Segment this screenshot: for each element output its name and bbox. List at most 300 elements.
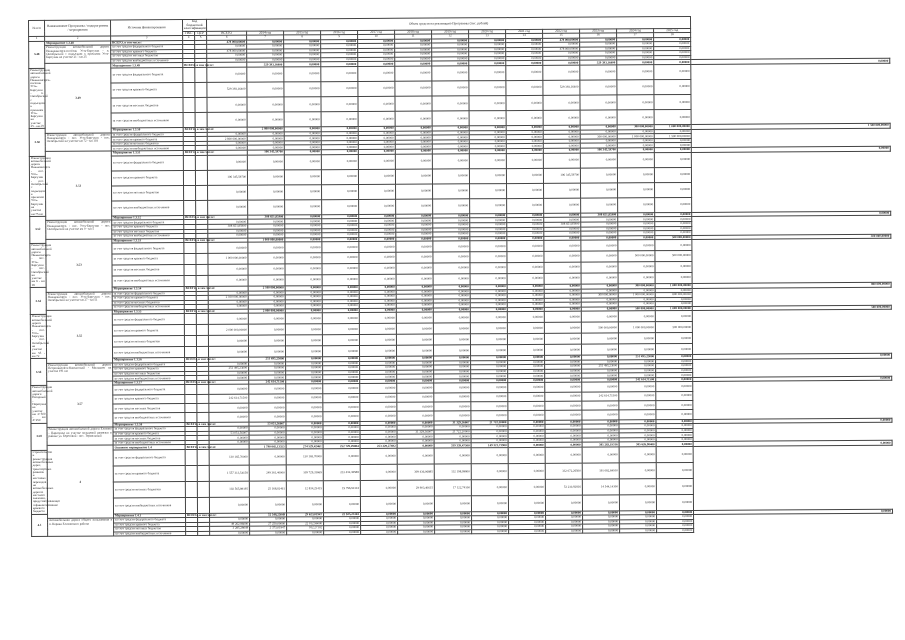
funding-source: за счет средств краевого бюджета: [112, 325, 184, 336]
column-index: 4: [183, 36, 195, 40]
year-value: 0,00000: [617, 37, 654, 42]
year-value: 0,00000: [247, 141, 284, 146]
year-value: 0,00000: [509, 516, 546, 521]
year-value: 800 000,00000: [655, 293, 692, 298]
year-value: 0,00000: [544, 218, 581, 223]
year-value: 0,00000: [435, 530, 472, 535]
year-value: 0,00000: [655, 302, 692, 307]
measure-title: Мероприятие 1.3.58: [113, 422, 185, 427]
year-value: 0,00000: [506, 61, 543, 66]
year-value: 0,00000: [398, 521, 435, 526]
year-value: 0,00000: [249, 384, 286, 394]
year-value: 0,00000: [619, 424, 656, 429]
year-value: 0,00000: [618, 197, 655, 212]
year-value: 0,00000: [359, 241, 396, 252]
funding-source: за счет средств краевого бюджета: [111, 137, 183, 142]
year-value: 0,00000: [618, 273, 655, 284]
row-number: 4.1: [32, 514, 48, 537]
year-value: 0,00000: [360, 435, 397, 440]
measure-title: Мероприятие 1.3.55: [112, 309, 184, 314]
year-value: 0,00000: [580, 51, 617, 56]
year-value: 0,00000: [433, 289, 470, 294]
year-value: 0,00000: [580, 143, 617, 148]
year-value: 0,00000: [508, 369, 545, 374]
total-value: 308 651,85900: [208, 224, 248, 229]
csr-cell: [196, 275, 208, 286]
year-value: 339 339,47500: [434, 443, 471, 448]
year-value: 0,00000: [544, 273, 581, 284]
total-value: 0,00000: [208, 304, 248, 309]
year-value: 500 000,00000: [655, 251, 692, 262]
funding-source: за счет средств федерального бюджета: [114, 518, 186, 523]
year-value: 0,00000: [543, 125, 580, 130]
year-value: 0,00000: [545, 374, 582, 379]
year-value: 0,00000: [581, 217, 618, 222]
total-value: 0,00000: [207, 53, 247, 58]
year-value: 0,00000: [359, 263, 396, 274]
year-value: 309 436,06885: [397, 464, 434, 480]
year-value: 0,00000: [656, 478, 693, 494]
year-value: 0,00000: [284, 154, 321, 169]
year-value: 0,00000: [286, 426, 323, 431]
year-value: 0,00000: [654, 110, 691, 125]
year-value: 0,00000: [286, 431, 323, 436]
year-value: 0,00000: [544, 333, 581, 344]
measure-title: Мероприятие 1.3.48: [45, 41, 111, 46]
year-value: 0,00000: [434, 370, 471, 375]
year-value: 0,00000: [544, 198, 581, 213]
year-value: 0,00000: [396, 274, 433, 285]
year-value: 0,00000: [397, 393, 434, 403]
year-value: 800 000,00000: [692, 282, 891, 288]
year-value: 0,00000: [507, 198, 544, 213]
year-value: 0,00000: [469, 149, 506, 154]
year-value: 0,00000: [433, 303, 470, 308]
year-value: 0,00000: [284, 67, 321, 82]
column-index: 10: [358, 35, 395, 40]
year-value: 0,00000: [433, 285, 470, 290]
funding-source: ВСЕГО, в том числе:: [185, 286, 216, 291]
year-value: 0,00000: [396, 303, 433, 308]
year-value: 0,00000: [285, 242, 322, 253]
year-value: 0,00000: [471, 448, 508, 464]
year-value: 0,00000: [398, 512, 435, 517]
total-value: 0,00000: [210, 531, 250, 536]
header-no: № п/п: [29, 20, 45, 36]
year-value: 0,00000: [654, 167, 691, 182]
year-value: 0,00000: [654, 60, 691, 65]
header-year: 2018 год: [395, 30, 432, 35]
year-value: 0,00000: [322, 228, 359, 233]
total-value: 1 790 045,13353: [249, 444, 286, 449]
year-value: 0,00000: [470, 198, 507, 213]
year-value: 0,00000: [617, 42, 654, 47]
year-value: 0,00000: [617, 167, 654, 182]
year-value: 500 000,00000: [692, 305, 891, 311]
year-value: 0,00000: [506, 111, 543, 126]
year-value: 0,00000: [471, 365, 508, 370]
grbs-cell: [185, 404, 197, 413]
year-value: 0,00000: [324, 526, 361, 531]
funding-source: за счет средств краевого бюджета: [111, 170, 183, 186]
year-value: 308 651,85900: [581, 213, 618, 218]
year-value: 0,00000: [324, 530, 361, 535]
year-value: 0,00000: [434, 439, 471, 444]
year-value: 300 000,00000: [580, 134, 617, 139]
year-value: 478 000,00000: [543, 38, 580, 43]
total-value: 0,00000: [207, 146, 247, 151]
year-value: 1 000 000,00000: [655, 306, 692, 311]
year-value: 0,00000: [471, 383, 508, 393]
year-value: 0,00000: [247, 112, 284, 127]
year-value: 0,00000: [360, 421, 397, 426]
year-value: 0,00000: [507, 227, 544, 232]
year-value: 0,00000: [321, 66, 358, 81]
year-value: 0,00000: [507, 307, 544, 312]
csr-cell: [195, 170, 207, 185]
year-value: 0,00000: [248, 300, 285, 305]
year-value: 0,00000: [582, 360, 619, 365]
year-value: 0,00000: [321, 57, 358, 62]
year-value: 0,00000: [395, 61, 432, 66]
year-value: 233 432,36588: [323, 464, 360, 480]
year-value: 0,00000: [469, 38, 506, 43]
year-value: 0,00000: [284, 112, 321, 127]
table-body: [29, 36, 893, 537]
year-value: 0,00000: [655, 221, 692, 226]
year-value: 0,00000: [620, 515, 657, 520]
year-value: 0,00000: [395, 135, 432, 140]
year-value: 0,00000: [581, 311, 618, 322]
year-value: 0,00000: [655, 212, 692, 217]
year-value: 0,00000: [434, 425, 471, 430]
year-value: 0,00000: [470, 223, 507, 228]
year-value: 0,00000: [432, 135, 469, 140]
year-value: 0,00000: [657, 528, 694, 533]
year-value: 0,00000: [432, 43, 469, 48]
year-value: 0,00000: [286, 380, 323, 385]
year-value: 0,00000: [433, 184, 470, 199]
year-value: 0,00000: [543, 56, 580, 61]
year-value: 0,00000: [546, 511, 583, 516]
year-value: 0,00000: [321, 44, 358, 49]
row-number: 3.54: [30, 287, 46, 314]
grbs-cell: [184, 336, 196, 347]
grbs-cell: [184, 347, 196, 358]
header-code: Код бюджетной классификации: [184, 18, 206, 31]
total-value: 0,00000: [208, 335, 248, 346]
year-value: 0,00000: [506, 95, 543, 110]
year-value: 0,00000: [506, 144, 543, 149]
year-value: 0,00000: [321, 140, 358, 145]
total-value: 1 000 000,00000: [248, 238, 285, 243]
csr-cell: [198, 531, 210, 536]
year-value: 0,00000: [397, 448, 434, 464]
year-value: 385 283,19316: [582, 442, 619, 447]
year-value: 0,00000: [395, 126, 432, 131]
year-value: 0,00000: [358, 48, 395, 53]
column-index: 5: [195, 36, 207, 40]
year-value: 0,00000: [249, 440, 286, 445]
grbs-cell: [184, 325, 196, 336]
year-value: 0,00000: [582, 447, 619, 463]
year-value: 0,00000: [618, 297, 655, 302]
grbs-cell: [183, 83, 195, 98]
funding-source: за счет средств внебюджетных источников: [111, 113, 183, 129]
total-value: 2 100 000,00000: [248, 286, 285, 291]
year-value: 0,00000: [361, 530, 398, 535]
year-value: 0,00000: [582, 355, 619, 360]
year-value: 0,00000: [470, 252, 507, 263]
year-value: 0,00000: [360, 356, 397, 361]
grbs-cell: [185, 394, 197, 403]
header-year: 2019 год: [432, 30, 469, 35]
year-value: 0,00000: [433, 218, 470, 223]
header-year: 2017 год: [358, 30, 395, 35]
year-value: 0,00000: [249, 435, 286, 440]
year-value: 0,00000: [285, 346, 322, 357]
year-value: 0,00000: [397, 411, 434, 421]
year-value: 0,00000: [433, 236, 470, 241]
year-value: 0,00000: [435, 521, 472, 526]
year-value: 0,00000: [469, 81, 506, 96]
year-value: 0,00000: [433, 199, 470, 214]
total-value: 0,00000: [207, 44, 247, 49]
year-value: 0,00000: [359, 184, 396, 199]
year-value: 0,00000: [655, 311, 692, 322]
year-value: 0,00000: [322, 295, 359, 300]
year-value: 0,00000: [432, 149, 469, 154]
year-value: 0,00000: [395, 81, 432, 96]
grbs-cell: [185, 465, 197, 481]
measure-name: Реконструкция автомобильной дороги Нижнеангарск - пос. Усть-Баргузин - пос. Октябрьский на участке км 72 - км 103: [45, 133, 111, 152]
year-value: 0,00000: [544, 307, 581, 312]
year-value: 0,00000: [507, 289, 544, 294]
year-value: 0,00000: [321, 127, 358, 132]
year-value: 21 722,20000: [471, 420, 508, 425]
year-value: 0,00000: [432, 111, 469, 126]
year-value: 0,00000: [471, 464, 508, 480]
year-value: 0,00000: [545, 420, 582, 425]
year-value: 0,00000: [359, 219, 396, 224]
year-value: 0,00000: [619, 447, 656, 463]
year-value: 0,00000: [286, 366, 323, 371]
column-index: 15: [543, 34, 580, 39]
year-value: 0,00000: [398, 516, 435, 521]
year-value: 0,00000: [618, 344, 655, 355]
year-value: 0,00000: [284, 150, 321, 155]
year-value: 0,00000: [322, 253, 359, 264]
year-value: 0,00000: [249, 431, 286, 436]
year-value: 0,00000: [286, 394, 323, 404]
year-value: 0,00000: [285, 324, 322, 335]
year-value: 0,00000: [619, 438, 656, 443]
year-value: 0,00000: [397, 379, 434, 384]
year-value: 0,00000: [433, 312, 470, 323]
funding-source: за счет средств местных бюджетов: [113, 371, 185, 376]
year-value: 0,00000: [284, 39, 321, 44]
year-value: 0,00000: [360, 393, 397, 403]
grbs-cell: [184, 314, 196, 325]
year-value: 1 000 000,00000: [655, 284, 692, 289]
year-value: 252 729,29084: [323, 444, 360, 449]
header-source: Источник финансирования: [111, 20, 183, 37]
year-value: 0,00000: [322, 275, 359, 286]
year-value: 0,00000: [656, 377, 693, 382]
column-index: 1: [29, 37, 45, 41]
funding-source: за счет средств местных бюджетов: [111, 141, 183, 146]
year-value: 0,00000: [361, 512, 398, 517]
year-value: 0,00000: [249, 403, 286, 413]
year-value: 0,00000: [396, 323, 433, 334]
year-value: 0,00000: [285, 304, 322, 309]
year-value: 0,00000: [582, 382, 619, 392]
year-value: 0,00000: [433, 223, 470, 228]
measure-name: Реконструкция автомобильной дороги Нижнеангарск-посёлок Усть-Баргузин - п. Октябрьский с подъездом к причалам Усть-Баргузин на участке 21 - км 25: [45, 45, 111, 64]
total-value: 2 000 000,00000: [248, 309, 285, 314]
year-value: 0,00000: [248, 264, 285, 275]
year-value: 0,00000: [433, 345, 470, 356]
year-value: 0,00000: [618, 217, 655, 222]
year-value: 0,00000: [509, 520, 546, 525]
year-value: 0,00000: [322, 264, 359, 275]
year-value: 106 345,59700: [580, 148, 617, 153]
year-value: 0,00000: [285, 215, 322, 220]
total-value: 0,00000: [209, 497, 249, 513]
year-value: 0,00000: [619, 369, 656, 374]
funding-source: за счет средств местных бюджетов: [111, 54, 183, 59]
total-value: 0,00000: [208, 300, 248, 305]
total-value: 0,00000: [207, 141, 247, 146]
year-value: 0,00000: [321, 150, 358, 155]
year-value: 0,00000: [507, 323, 544, 334]
year-value: 0,00000: [247, 145, 284, 150]
funding-source: ВСЕГО, в том числе:: [185, 237, 215, 242]
year-value: 0,00000: [396, 308, 433, 313]
year-value: 0,00000: [284, 44, 321, 49]
csr-cell: [196, 243, 208, 254]
year-value: 0,00000: [581, 289, 618, 294]
total-value: 0,00000: [207, 67, 247, 82]
year-value: 0,00000: [545, 378, 582, 383]
year-value: 0,00000: [582, 401, 619, 411]
year-value: 0,00000: [360, 430, 397, 435]
grbs-cell: [183, 98, 195, 113]
total-value: 0,00000: [207, 58, 247, 63]
year-value: 0,00000: [358, 66, 395, 81]
year-value: 0,00000: [286, 440, 323, 445]
year-value: 0,00000: [580, 38, 617, 43]
total-value: 251 495,23000: [209, 366, 249, 371]
year-value: 0,00000: [323, 421, 360, 426]
year-value: 14 544,14300: [582, 479, 619, 495]
year-value: 0,00000: [618, 182, 655, 197]
year-value: 0,00000: [284, 141, 321, 146]
year-value: 0,00000: [506, 135, 543, 140]
year-value: 249 361,40000: [249, 465, 286, 481]
year-value: 0,00000: [619, 382, 656, 392]
year-value: 0,00000: [617, 60, 654, 65]
year-value: 0,00000: [617, 51, 654, 56]
total-value: 52 548,25049: [250, 513, 287, 518]
year-value: 0,00000: [321, 131, 358, 136]
row-number: 3.51: [45, 151, 111, 221]
year-value: 0,00000: [434, 496, 471, 512]
year-value: 0,00000: [654, 138, 691, 143]
year-value: 0,00000: [471, 360, 508, 365]
year-value: 0,00000: [581, 231, 618, 236]
year-value: 0,00000: [620, 519, 657, 524]
total-value: 49 262,96000: [210, 522, 250, 527]
year-value: 0,00000: [397, 425, 434, 430]
year-value: 0,00000: [508, 378, 545, 383]
year-value: 0,00000: [656, 442, 693, 447]
csr-cell: [196, 265, 208, 276]
measure-name: Автомобильная дорога общего пользования в п. Коряки Елизовского района: [48, 518, 114, 537]
total-value: 0,00000: [207, 97, 247, 112]
year-value: 0,00000: [545, 383, 582, 393]
year-value: 0,00000: [617, 95, 654, 110]
year-value: 0,00000: [322, 324, 359, 335]
funding-source: за счет средств местных бюджетов: [112, 229, 184, 234]
year-value: 300 000,00000: [581, 293, 618, 298]
funding-source: за счет средств федерального бюджета: [113, 385, 185, 395]
year-value: 0,00000: [580, 47, 617, 52]
csr-cell: [197, 481, 209, 497]
year-value: 0,00000: [432, 52, 469, 57]
year-value: 0,00000: [655, 333, 692, 344]
year-value: 0,00000: [543, 110, 580, 125]
year-value: 0,00000: [508, 401, 545, 411]
total-value: 0,00000: [208, 242, 248, 253]
year-value: 0,00000: [654, 147, 691, 152]
year-value: 0,00000: [435, 516, 472, 521]
row-number: 3.58: [31, 423, 47, 450]
year-value: 0,00000: [619, 479, 656, 495]
year-value: 0,00000: [618, 333, 655, 344]
year-value: 0,00000: [508, 356, 545, 361]
year-value: 0,00000: [321, 154, 358, 169]
funding-source: за счет средств краевого бюджета: [113, 465, 185, 481]
year-value: 0,00000: [620, 510, 657, 515]
funding-source: за счет средств местных бюджетов: [112, 265, 184, 276]
total-value: 0,00000: [208, 185, 248, 200]
year-value: 0,00000: [507, 312, 544, 323]
year-value: 0,00000: [360, 379, 397, 384]
column-index: 18: [654, 33, 691, 38]
year-value: 0,00000: [433, 294, 470, 299]
year-value: 0,00000: [691, 59, 890, 65]
year-value: 0,00000: [543, 148, 580, 153]
year-value: 0,00000: [655, 240, 692, 251]
year-value: 0,00000: [248, 304, 285, 309]
measure-name: Реконструкция автомобильной дороги Нижнеангарск - пос. Усть-Баргузин - пос. Октябрьский на участке км 27 - км 51: [46, 292, 112, 311]
year-value: 0,00000: [397, 402, 434, 412]
year-value: 0,00000: [249, 412, 286, 422]
year-value: 0,00000: [248, 228, 285, 233]
year-value: 0,00000: [580, 168, 617, 183]
header-cs: ЦСР: [195, 31, 207, 36]
header-year: 2015 год: [284, 30, 321, 35]
year-value: 0,00000: [322, 242, 359, 253]
year-value: 0,00000: [321, 82, 358, 97]
year-value: 0,00000: [656, 433, 693, 438]
year-value: 0,00000: [396, 214, 433, 219]
year-value: 0,00000: [506, 130, 543, 135]
year-value: 0,00000: [397, 439, 434, 444]
year-value: 0,00000: [360, 496, 397, 512]
header-total: ВСЕГО: [207, 31, 247, 36]
